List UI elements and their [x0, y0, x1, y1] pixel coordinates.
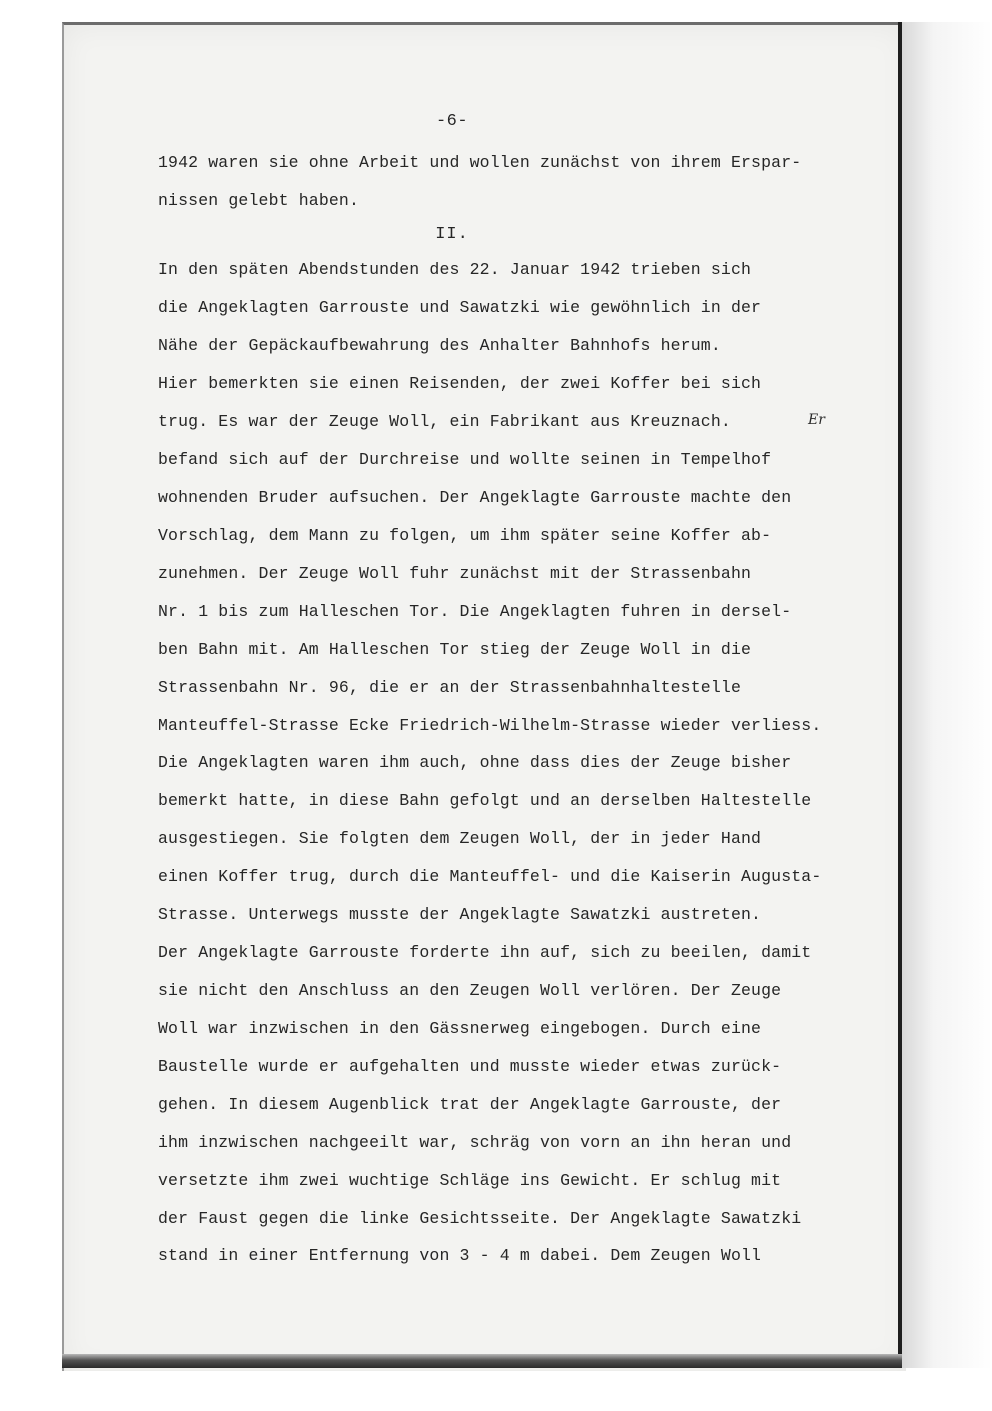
text-line: Hier bemerkten sie einen Reisenden, der zwei Koffer bei sich: [158, 374, 762, 393]
text-line: trug. Es war der Zeuge Woll, ein Fabrikant aus Kreuznach.: [158, 412, 731, 431]
text-line: In den späten Abendstunden des 22. Januar 1942 trieben sich: [158, 260, 752, 279]
text-line: ihm inzwischen nachgeeilt war, schräg von vorn an ihn heran und: [158, 1133, 792, 1152]
text-line: der Faust gegen die linke Gesichtsseite. Der Angeklagte Sawatzki: [158, 1209, 802, 1228]
section-heading: II.: [435, 225, 469, 244]
text-line: befand sich auf der Durchreise und wollte seinen in Tempelhof: [158, 450, 772, 469]
text-line: einen Koffer trug, durch die Manteuffel- und die Kaiserin Augusta-: [158, 867, 822, 886]
text-line: Vorschlag, dem Mann zu folgen, um ihm später seine Koffer ab-: [158, 526, 772, 545]
text-line: Baustelle wurde er aufgehalten und musste wieder etwas zurück-: [158, 1057, 782, 1076]
text-line: zunehmen. Der Zeuge Woll fuhr zunächst mit der Strassenbahn: [158, 564, 752, 583]
text-line: Die Angeklagten waren ihm auch, ohne dass dies der Zeuge bisher: [158, 753, 792, 772]
text-line: 1942 waren sie ohne Arbeit und wollen zunächst von ihrem Erspar-: [158, 153, 802, 172]
text-line: Der Angeklagte Garrouste forderte ihn auf, sich zu beeilen, damit: [158, 943, 812, 962]
text-line: gehen. In diesem Augenblick trat der Angeklagte Garrouste, der: [158, 1095, 782, 1114]
text-line: bemerkt hatte, in diese Bahn gefolgt und an derselben Haltestelle: [158, 791, 812, 810]
text-line: Strassenbahn Nr. 96, die er an der Strassenbahnhaltestelle: [158, 678, 741, 697]
handwritten-insertion: Er: [808, 412, 825, 428]
text-line: ben Bahn mit. Am Halleschen Tor stieg der Zeuge Woll in die: [158, 640, 752, 659]
text-line: versetzte ihm zwei wuchtige Schläge ins Gewicht. Er schlug mit: [158, 1171, 782, 1190]
text-line: nissen gelebt haben.: [158, 191, 360, 210]
page-bottom-edge: [62, 1354, 902, 1368]
text-line: stand in einer Entfernung von 3 - 4 m dabei. Dem Zeugen Woll: [158, 1246, 762, 1265]
text-line: Strasse. Unterwegs musste der Angeklagte Sawatzki austreten.: [158, 905, 762, 924]
text-line: wohnenden Bruder aufsuchen. Der Angeklagte Garrouste machte den: [158, 488, 792, 507]
scan-margin: [902, 22, 992, 1368]
text-line: Nähe der Gepäckaufbewahrung des Anhalter Bahnhofs herum.: [158, 336, 721, 355]
text-line: sie nicht den Anschluss an den Zeugen Woll verlören. Der Zeuge: [158, 981, 782, 1000]
text-line: Woll war inzwischen in den Gässnerweg eingebogen. Durch eine: [158, 1019, 762, 1038]
text-line: Manteuffel-Strasse Ecke Friedrich-Wilhelm-Strasse wieder verliess.: [158, 716, 822, 735]
text-line: die Angeklagten Garrouste und Sawatzki wie gewöhnlich in der: [158, 298, 762, 317]
text-line: ausgestiegen. Sie folgten dem Zeugen Woll, der in jeder Hand: [158, 829, 762, 848]
page-right-edge: [898, 22, 902, 1368]
page-number: -6-: [435, 112, 469, 131]
text-line: Nr. 1 bis zum Halleschen Tor. Die Angeklagten fuhren in dersel-: [158, 602, 792, 621]
